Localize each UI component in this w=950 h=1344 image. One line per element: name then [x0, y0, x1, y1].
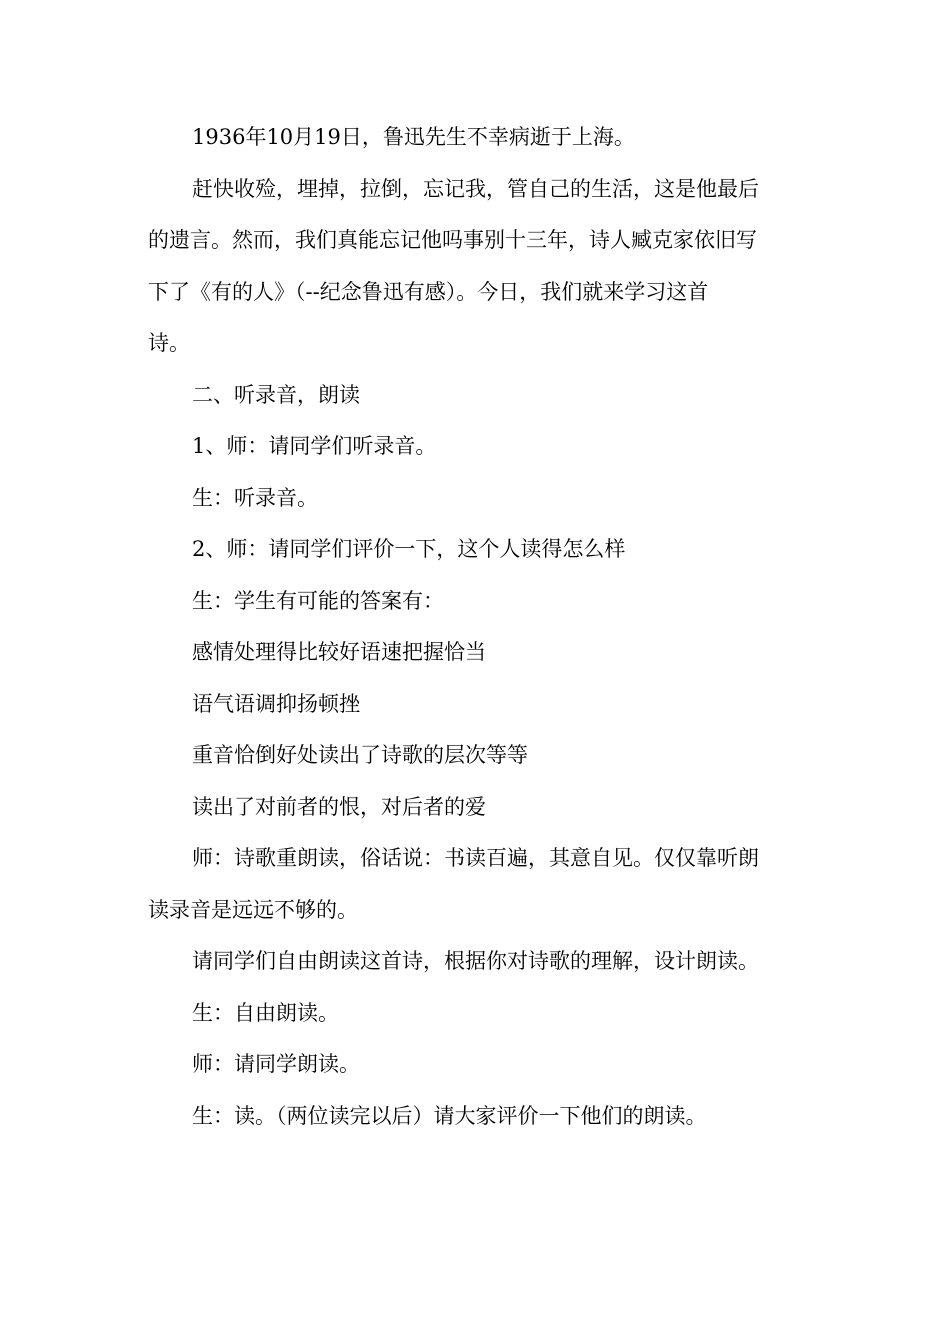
- text-line-teacher-3-cont: 读录音是远远不够的。: [148, 897, 358, 922]
- text-line-teacher-4: 师：请同学朗读。: [192, 1052, 360, 1076]
- text-line-poem-intro: 下了《有的人》（--纪念鲁迅有感）。今日，我们就来学习这首: [148, 279, 709, 304]
- answer-item-stress: 重音恰倒好处读出了诗歌的层次等等: [192, 743, 528, 767]
- document-body: [148, 112, 808, 1142]
- answer-item-tone: 语气语调抑扬顿挫: [192, 691, 360, 716]
- text-line-teacher-2: 2、师：请同学们评价一下，这个人读得怎么样: [192, 537, 626, 561]
- answer-item-feeling: 读出了对前者的恨，对后者的爱: [192, 794, 486, 819]
- text-line-student-2: 生：学生有可能的答案有：: [192, 588, 444, 613]
- text-line-student-3: 生：自由朗读。: [192, 1000, 339, 1025]
- text-line-teacher-3: 师：诗歌重朗读，俗话说：书读百遍，其意自见。仅仅靠听朗: [192, 846, 759, 870]
- text-line-date: 1936年10月19日，鲁迅先生不幸病逝于上海。: [192, 125, 635, 149]
- section-heading-listen: 二、听录音，朗读: [192, 382, 360, 407]
- text-line-student-4: 生：读。（两位读完以后）请大家评价一下他们的朗读。: [192, 1103, 707, 1128]
- text-line-last-words-cont: 的遗言。然而，我们真能忘记他吗事别十三年，诗人臧克家依旧写: [148, 228, 757, 252]
- text-line-poem-intro-end: 诗。: [148, 331, 190, 355]
- text-line-free-reading: 请同学们自由朗读这首诗，根据你对诗歌的理解，设计朗读。: [192, 949, 759, 973]
- text-line-student-1: 生：听录音。: [192, 485, 318, 510]
- text-line-teacher-1: 1、师：请同学们听录音。: [192, 434, 437, 458]
- text-line-last-words: 赶快收殓，埋掉，拉倒，忘记我，管自己的生活，这是他最后: [192, 176, 759, 201]
- answer-item-emotion: 感情处理得比较好语速把握恰当: [192, 640, 486, 664]
